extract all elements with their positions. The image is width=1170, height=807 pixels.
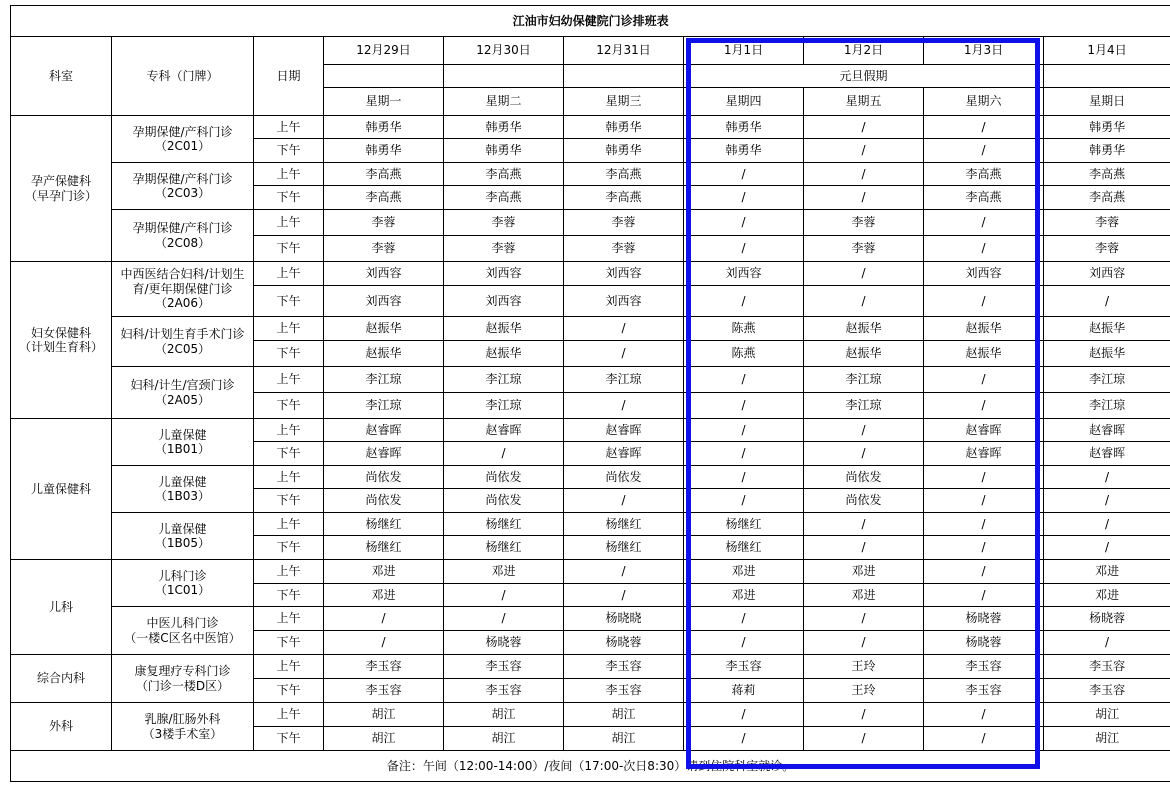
- table-row: [11, 607, 1170, 631]
- doctor-cell: 赵睿晖: [1044, 442, 1170, 466]
- doctor-cell: /: [924, 727, 1044, 751]
- table-row: [11, 367, 1170, 393]
- doctor-cell: 胡江: [444, 703, 564, 727]
- doctor-cell: 刘西容: [564, 286, 684, 317]
- doctor-cell: 胡江: [324, 727, 444, 751]
- doctor-cell: 李玉容: [444, 655, 564, 679]
- doctor-cell: 杨晓蓉: [564, 631, 684, 655]
- doctor-cell: 李江琼: [804, 393, 924, 419]
- holiday-blank: [564, 65, 684, 88]
- doctor-cell: /: [564, 317, 684, 341]
- table-row: [11, 116, 1170, 139]
- doctor-cell: 李江琼: [1044, 393, 1170, 419]
- doctor-cell: /: [804, 442, 924, 466]
- clinic-cell: 妇科/计划生育手术门诊 （2C05）: [112, 317, 254, 367]
- doctor-cell: 赵振华: [804, 341, 924, 367]
- doctor-cell: 李高燕: [1044, 186, 1170, 210]
- doctor-cell: 赵振华: [924, 341, 1044, 367]
- clinic-cell: 孕期保健/产科门诊 （2C08）: [112, 210, 254, 262]
- table-title: 江油市妇幼保健院门诊排班表: [11, 6, 1170, 37]
- date-header: 12月31日: [564, 37, 684, 65]
- weekday-header: 星期二: [444, 88, 564, 116]
- doctor-cell: /: [804, 536, 924, 560]
- doctor-cell: 杨继红: [564, 536, 684, 560]
- period-cell: 上午: [254, 262, 324, 286]
- doctor-cell: /: [1044, 466, 1170, 489]
- doctor-cell: /: [684, 607, 804, 631]
- period-cell: 下午: [254, 442, 324, 466]
- doctor-cell: 杨继红: [324, 513, 444, 536]
- doctor-cell: 刘西容: [684, 262, 804, 286]
- doctor-cell: /: [924, 367, 1044, 393]
- doctor-cell: /: [924, 466, 1044, 489]
- doctor-cell: /: [1044, 489, 1170, 513]
- doctor-cell: 杨继红: [324, 536, 444, 560]
- doctor-cell: 邓进: [324, 560, 444, 584]
- weekday-header: 星期四: [684, 88, 804, 116]
- clinic-cell: 儿童保健 （1B05）: [112, 513, 254, 560]
- doctor-cell: 赵睿晖: [924, 419, 1044, 442]
- clinic-cell: 康复理疗专科门诊 （门诊一楼D区）: [112, 655, 254, 703]
- doctor-cell: 韩勇华: [444, 139, 564, 163]
- doctor-cell: /: [1044, 536, 1170, 560]
- doctor-cell: 韩勇华: [1044, 139, 1170, 163]
- doctor-cell: 赵睿晖: [924, 442, 1044, 466]
- doctor-cell: /: [684, 210, 804, 236]
- doctor-cell: /: [564, 584, 684, 607]
- doctor-cell: 赵振华: [324, 317, 444, 341]
- doctor-cell: /: [924, 139, 1044, 163]
- doctor-cell: 李蓉: [324, 210, 444, 236]
- period-cell: 上午: [254, 210, 324, 236]
- doctor-cell: 邓进: [324, 584, 444, 607]
- doctor-cell: 胡江: [564, 727, 684, 751]
- table-row: [11, 703, 1170, 727]
- department-cell: 综合内科: [11, 655, 112, 703]
- doctor-cell: 杨继红: [684, 513, 804, 536]
- doctor-cell: /: [684, 236, 804, 262]
- doctor-cell: 尚依发: [324, 466, 444, 489]
- period-cell: 下午: [254, 341, 324, 367]
- doctor-cell: /: [804, 513, 924, 536]
- doctor-cell: 韩勇华: [684, 139, 804, 163]
- clinic-cell: 乳腺/肛肠外科 （3楼手术室）: [112, 703, 254, 751]
- period-cell: 上午: [254, 703, 324, 727]
- doctor-cell: 李高燕: [564, 163, 684, 186]
- department-cell: 儿科: [11, 560, 112, 655]
- doctor-cell: 胡江: [444, 727, 564, 751]
- doctor-cell: /: [444, 607, 564, 631]
- doctor-cell: 杨晓蓉: [924, 607, 1044, 631]
- header-department: 科室: [11, 37, 112, 116]
- doctor-cell: 赵振华: [324, 341, 444, 367]
- table-row: [11, 262, 1170, 286]
- doctor-cell: /: [924, 116, 1044, 139]
- doctor-cell: 李玉容: [684, 655, 804, 679]
- doctor-cell: /: [804, 163, 924, 186]
- date-header: 12月30日: [444, 37, 564, 65]
- clinic-cell: 儿童保健 （1B03）: [112, 466, 254, 513]
- doctor-cell: 赵振华: [444, 341, 564, 367]
- doctor-cell: /: [924, 286, 1044, 317]
- doctor-cell: 李玉容: [924, 655, 1044, 679]
- doctor-cell: /: [684, 419, 804, 442]
- doctor-cell: 赵振华: [1044, 317, 1170, 341]
- doctor-cell: /: [684, 466, 804, 489]
- schedule-table: [10, 5, 1170, 782]
- doctor-cell: /: [924, 236, 1044, 262]
- period-cell: 下午: [254, 584, 324, 607]
- clinic-cell: 儿童保健 （1B01）: [112, 419, 254, 466]
- doctor-cell: 李蓉: [444, 236, 564, 262]
- doctor-cell: 李江琼: [804, 367, 924, 393]
- clinic-cell: 妇科/计生/宫颈门诊 （2A05）: [112, 367, 254, 419]
- department-cell: 儿童保健科: [11, 419, 112, 560]
- doctor-cell: /: [804, 116, 924, 139]
- period-cell: 上午: [254, 513, 324, 536]
- period-cell: 上午: [254, 317, 324, 341]
- doctor-cell: 蒋莉: [684, 679, 804, 703]
- doctor-cell: 李蓉: [564, 210, 684, 236]
- doctor-cell: 赵睿晖: [1044, 419, 1170, 442]
- doctor-cell: /: [564, 393, 684, 419]
- doctor-cell: 李玉容: [1044, 679, 1170, 703]
- holiday-blank: [1044, 65, 1170, 88]
- doctor-cell: /: [804, 703, 924, 727]
- doctor-cell: 李玉容: [564, 655, 684, 679]
- table-row: [11, 655, 1170, 679]
- period-cell: 下午: [254, 139, 324, 163]
- doctor-cell: 邓进: [804, 584, 924, 607]
- doctor-cell: 杨晓蓉: [1044, 607, 1170, 631]
- period-cell: 下午: [254, 536, 324, 560]
- doctor-cell: 邓进: [1044, 560, 1170, 584]
- doctor-cell: 李高燕: [324, 186, 444, 210]
- doctor-cell: 尚依发: [564, 466, 684, 489]
- doctor-cell: 刘西容: [324, 286, 444, 317]
- doctor-cell: 赵睿晖: [324, 442, 444, 466]
- clinic-cell: 孕期保健/产科门诊 （2C03）: [112, 163, 254, 210]
- doctor-cell: 杨继红: [564, 513, 684, 536]
- doctor-cell: 韩勇华: [564, 139, 684, 163]
- doctor-cell: 李高燕: [444, 163, 564, 186]
- doctor-cell: /: [324, 607, 444, 631]
- doctor-cell: /: [924, 584, 1044, 607]
- doctor-cell: 李玉容: [324, 655, 444, 679]
- table-row: [11, 466, 1170, 489]
- period-cell: 上午: [254, 560, 324, 584]
- doctor-cell: 李蓉: [444, 210, 564, 236]
- clinic-cell: 中医儿科门诊 （一楼C区名中医馆）: [112, 607, 254, 655]
- doctor-cell: 尚依发: [804, 466, 924, 489]
- doctor-cell: 李高燕: [1044, 163, 1170, 186]
- doctor-cell: /: [804, 262, 924, 286]
- doctor-cell: 尚依发: [444, 466, 564, 489]
- doctor-cell: /: [564, 341, 684, 367]
- doctor-cell: 胡江: [1044, 727, 1170, 751]
- period-cell: 上午: [254, 419, 324, 442]
- clinic-cell: 中西医结合妇科/计划生 育/更年期保健门诊 （2A06）: [112, 262, 254, 317]
- doctor-cell: 杨晓蓉: [444, 631, 564, 655]
- doctor-cell: 赵振华: [804, 317, 924, 341]
- doctor-cell: 李玉容: [1044, 655, 1170, 679]
- period-cell: 上午: [254, 655, 324, 679]
- doctor-cell: 李玉容: [444, 679, 564, 703]
- date-header: 1月3日: [924, 37, 1044, 65]
- weekday-header: 星期日: [1044, 88, 1170, 116]
- doctor-cell: /: [684, 489, 804, 513]
- date-header: 1月1日: [684, 37, 804, 65]
- doctor-cell: 李玉容: [564, 679, 684, 703]
- period-cell: 下午: [254, 679, 324, 703]
- doctor-cell: 刘西容: [444, 286, 564, 317]
- doctor-cell: /: [684, 286, 804, 317]
- holiday-blank: [324, 65, 444, 88]
- doctor-cell: /: [924, 210, 1044, 236]
- doctor-cell: 李高燕: [324, 163, 444, 186]
- doctor-cell: 刘西容: [444, 262, 564, 286]
- doctor-cell: 杨晓晓: [564, 607, 684, 631]
- doctor-cell: 李高燕: [924, 163, 1044, 186]
- doctor-cell: /: [804, 631, 924, 655]
- period-cell: 下午: [254, 186, 324, 210]
- doctor-cell: 杨晓蓉: [924, 631, 1044, 655]
- doctor-cell: 尚依发: [444, 489, 564, 513]
- doctor-cell: /: [684, 703, 804, 727]
- period-cell: 下午: [254, 286, 324, 317]
- doctor-cell: 赵振华: [444, 317, 564, 341]
- doctor-cell: 李高燕: [444, 186, 564, 210]
- doctor-cell: 赵睿晖: [324, 419, 444, 442]
- doctor-cell: 李蓉: [564, 236, 684, 262]
- department-cell: 孕产保健科 （早孕门诊）: [11, 116, 112, 262]
- doctor-cell: 尚依发: [324, 489, 444, 513]
- doctor-cell: 胡江: [324, 703, 444, 727]
- doctor-cell: 李高燕: [564, 186, 684, 210]
- period-cell: 上午: [254, 607, 324, 631]
- doctor-cell: 赵睿晖: [564, 442, 684, 466]
- doctor-cell: /: [564, 560, 684, 584]
- holiday-label: 元旦假期: [684, 65, 1044, 88]
- doctor-cell: 赵睿晖: [444, 419, 564, 442]
- doctor-cell: 邓进: [1044, 584, 1170, 607]
- doctor-cell: /: [324, 631, 444, 655]
- period-cell: 下午: [254, 631, 324, 655]
- weekday-header: 星期五: [804, 88, 924, 116]
- doctor-cell: /: [804, 139, 924, 163]
- doctor-cell: /: [924, 489, 1044, 513]
- doctor-cell: 刘西容: [564, 262, 684, 286]
- doctor-cell: 杨继红: [684, 536, 804, 560]
- period-cell: 上午: [254, 116, 324, 139]
- doctor-cell: 韩勇华: [684, 116, 804, 139]
- doctor-cell: 陈燕: [684, 341, 804, 367]
- department-cell: 妇女保健科 （计划生育科）: [11, 262, 112, 419]
- clinic-cell: 儿科门诊 （1C01）: [112, 560, 254, 607]
- doctor-cell: 刘西容: [924, 262, 1044, 286]
- doctor-cell: /: [684, 442, 804, 466]
- footnote-row: [11, 751, 1170, 782]
- doctor-cell: 刘西容: [1044, 262, 1170, 286]
- table-row: [11, 560, 1170, 584]
- doctor-cell: /: [564, 489, 684, 513]
- doctor-cell: 李玉容: [324, 679, 444, 703]
- doctor-cell: 李江琼: [444, 367, 564, 393]
- doctor-cell: 李蓉: [324, 236, 444, 262]
- doctor-cell: 杨继红: [444, 536, 564, 560]
- doctor-cell: 李江琼: [1044, 367, 1170, 393]
- doctor-cell: /: [684, 186, 804, 210]
- doctor-cell: 邓进: [804, 560, 924, 584]
- doctor-cell: /: [924, 536, 1044, 560]
- footnote: 备注：午间（12:00-14:00）/夜间（17:00-次日8:30）请到住院科室就诊。: [11, 751, 1170, 782]
- doctor-cell: 赵睿晖: [564, 419, 684, 442]
- doctor-cell: 胡江: [564, 703, 684, 727]
- doctor-cell: /: [804, 727, 924, 751]
- doctor-cell: /: [684, 727, 804, 751]
- doctor-cell: /: [924, 513, 1044, 536]
- holiday-blank: [444, 65, 564, 88]
- doctor-cell: /: [1044, 286, 1170, 317]
- period-cell: 下午: [254, 489, 324, 513]
- table-row: [11, 163, 1170, 186]
- doctor-cell: 陈燕: [684, 317, 804, 341]
- doctor-cell: 李蓉: [1044, 236, 1170, 262]
- doctor-cell: 刘西容: [324, 262, 444, 286]
- weekday-header: 星期六: [924, 88, 1044, 116]
- header-date: 日期: [254, 37, 324, 116]
- period-cell: 下午: [254, 727, 324, 751]
- doctor-cell: /: [1044, 513, 1170, 536]
- period-cell: 上午: [254, 163, 324, 186]
- doctor-cell: 李江琼: [324, 367, 444, 393]
- doctor-cell: /: [804, 186, 924, 210]
- doctor-cell: /: [444, 584, 564, 607]
- doctor-cell: 韩勇华: [1044, 116, 1170, 139]
- date-header: 1月4日: [1044, 37, 1170, 65]
- doctor-cell: 王玲: [804, 655, 924, 679]
- doctor-cell: /: [924, 703, 1044, 727]
- doctor-cell: 李江琼: [324, 393, 444, 419]
- doctor-cell: 胡江: [1044, 703, 1170, 727]
- table-row: [11, 317, 1170, 341]
- period-cell: 下午: [254, 393, 324, 419]
- doctor-cell: /: [804, 419, 924, 442]
- doctor-cell: 李江琼: [564, 367, 684, 393]
- doctor-cell: /: [804, 607, 924, 631]
- doctor-cell: /: [1044, 631, 1170, 655]
- doctor-cell: /: [684, 393, 804, 419]
- doctor-cell: /: [804, 286, 924, 317]
- date-header: 12月29日: [324, 37, 444, 65]
- doctor-cell: 邓进: [684, 560, 804, 584]
- weekday-header: 星期一: [324, 88, 444, 116]
- period-cell: 上午: [254, 367, 324, 393]
- doctor-cell: 尚依发: [804, 489, 924, 513]
- doctor-cell: 韩勇华: [324, 139, 444, 163]
- doctor-cell: 邓进: [684, 584, 804, 607]
- period-cell: 上午: [254, 466, 324, 489]
- doctor-cell: 李蓉: [804, 236, 924, 262]
- doctor-cell: /: [684, 367, 804, 393]
- doctor-cell: 赵振华: [924, 317, 1044, 341]
- doctor-cell: 王玲: [804, 679, 924, 703]
- period-cell: 下午: [254, 236, 324, 262]
- doctor-cell: 李蓉: [804, 210, 924, 236]
- doctor-cell: /: [444, 442, 564, 466]
- doctor-cell: /: [924, 560, 1044, 584]
- doctor-cell: 杨继红: [444, 513, 564, 536]
- doctor-cell: /: [684, 631, 804, 655]
- date-header: 1月2日: [804, 37, 924, 65]
- doctor-cell: 李高燕: [924, 186, 1044, 210]
- header-specialty: 专科（门牌）: [112, 37, 254, 116]
- doctor-cell: /: [924, 393, 1044, 419]
- doctor-cell: 韩勇华: [444, 116, 564, 139]
- department-cell: 外科: [11, 703, 112, 751]
- doctor-cell: 李江琼: [444, 393, 564, 419]
- doctor-cell: 赵振华: [1044, 341, 1170, 367]
- doctor-cell: 李玉容: [924, 679, 1044, 703]
- weekday-header: 星期三: [564, 88, 684, 116]
- doctor-cell: 韩勇华: [324, 116, 444, 139]
- doctor-cell: 李蓉: [1044, 210, 1170, 236]
- doctor-cell: 邓进: [444, 560, 564, 584]
- table-row: [11, 513, 1170, 536]
- table-row: [11, 210, 1170, 236]
- doctor-cell: 韩勇华: [564, 116, 684, 139]
- doctor-cell: /: [684, 163, 804, 186]
- table-row: [11, 419, 1170, 442]
- clinic-cell: 孕期保健/产科门诊 （2C01）: [112, 116, 254, 163]
